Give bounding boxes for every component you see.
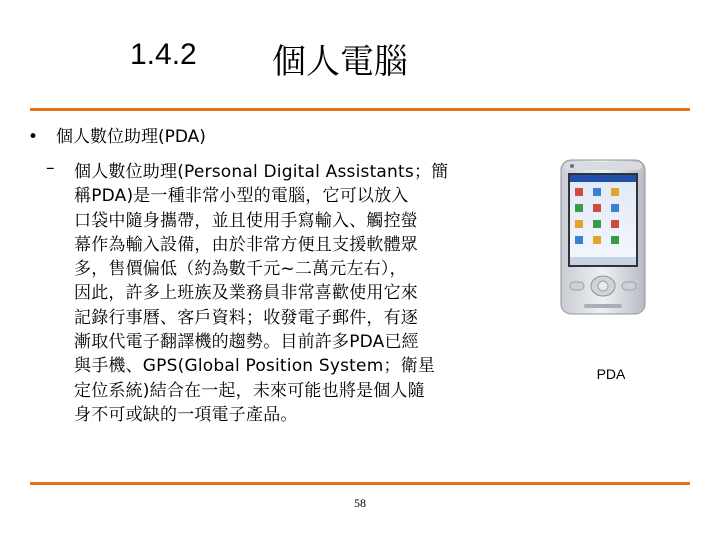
bullet-item — [28, 126, 206, 148]
paragraph-line: 因此，許多上班族及業務員非常喜歡使用它來 — [74, 283, 418, 304]
pda-device-image — [558, 158, 648, 316]
bullet-text: 個人數位助理(PDA) — [56, 127, 206, 147]
section-number: 1.4.2 — [130, 38, 197, 71]
bullet-icon: • — [28, 127, 39, 147]
slide-title — [0, 34, 720, 86]
bottom-divider — [30, 482, 690, 485]
paragraph-line: 身不可或缺的一項電子產品。 — [74, 404, 298, 425]
section-title: 個人電腦 — [272, 42, 408, 82]
paragraph-line: 多，售價偏低（約為數千元~二萬元左右）， — [74, 259, 407, 280]
paragraph-line: 定位系統)結合在一起，未來可能也將是個人隨 — [74, 380, 425, 401]
image-caption: PDA — [596, 366, 626, 382]
page-number: 58 — [354, 496, 366, 510]
paragraph-line: 與手機、GPS(Global Position System；衛星 — [74, 356, 436, 377]
paragraph-line: 口袋中隨身攜帶，並且使用手寫輸入、觸控螢 — [74, 210, 418, 231]
top-divider — [30, 108, 690, 111]
sub-bullet-paragraph — [74, 160, 486, 427]
sub-bullet-dash: – — [46, 158, 55, 178]
paragraph-line: 個人數位助理(Personal Digital Assistants；簡 — [74, 162, 449, 182]
paragraph-line: 記錄行事曆、客戶資料；收發電子郵件，有逐 — [74, 307, 418, 328]
paragraph-line: 漸取代電子翻譯機的趨勢。目前許多PDA已經 — [74, 332, 419, 353]
paragraph-line: 幕作為輸入設備，由於非常方便且支援軟體眾 — [74, 234, 418, 255]
paragraph-line: 稱PDA)是一種非常小型的電腦，它可以放入 — [74, 186, 409, 207]
